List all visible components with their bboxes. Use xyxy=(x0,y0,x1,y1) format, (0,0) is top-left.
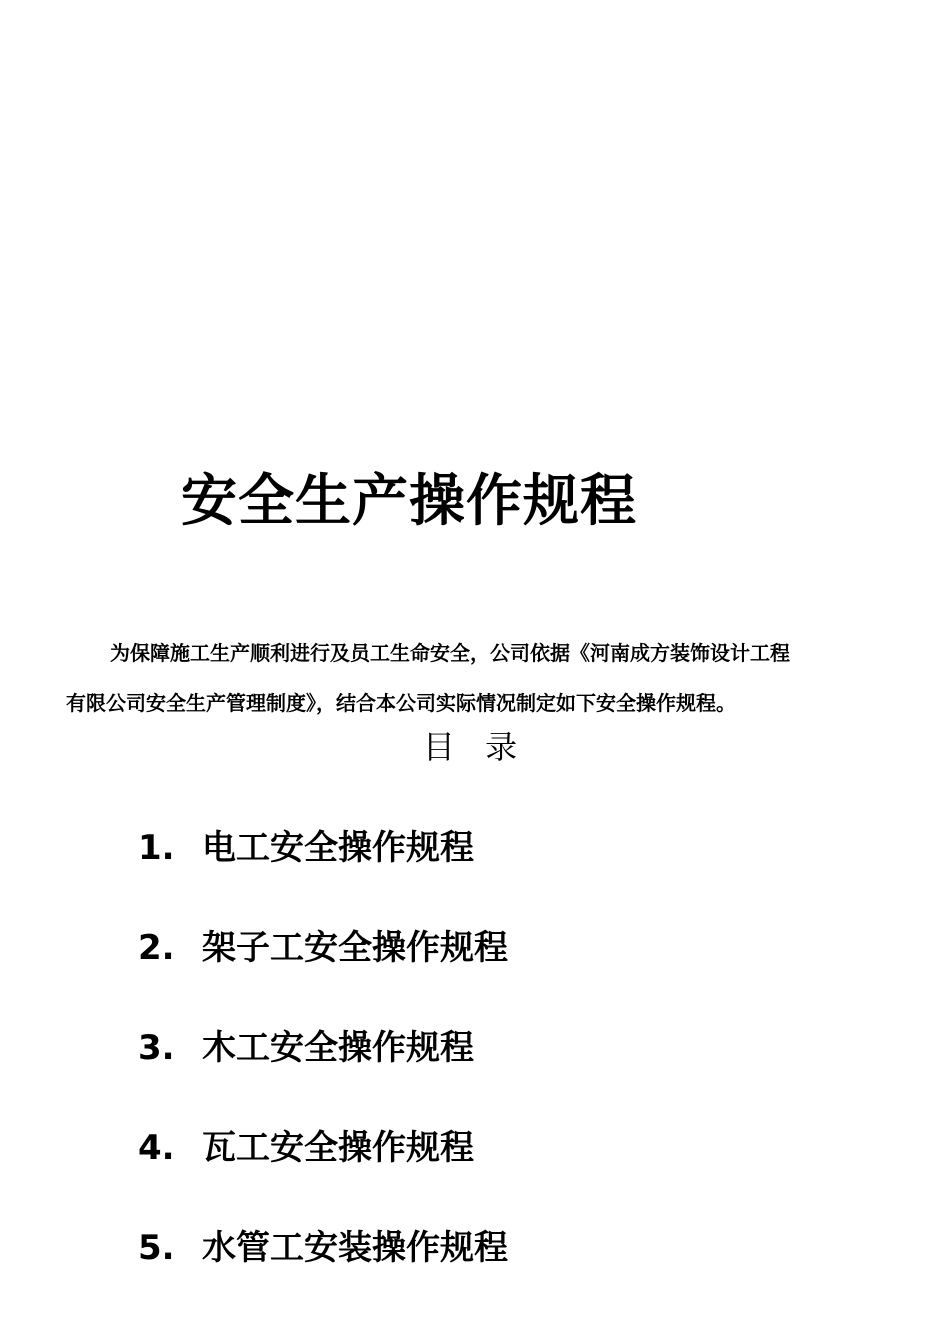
toc-item xyxy=(138,920,508,1020)
intro-paragraph xyxy=(66,628,884,728)
toc-item-number: 1. xyxy=(138,828,175,868)
toc-item-number: 3. xyxy=(138,1028,175,1068)
toc-item-number: 2. xyxy=(138,928,175,968)
toc-item-number: 4. xyxy=(138,1128,175,1168)
toc-item-label: 瓦工安全操作规程 xyxy=(202,1128,474,1168)
toc-item-number: 5. xyxy=(138,1228,175,1268)
toc-item-label: 电工安全操作规程 xyxy=(202,828,474,868)
toc-item-label: 木工安全操作规程 xyxy=(202,1028,474,1068)
document-title: 安全生产操作规程 xyxy=(181,469,637,534)
table-of-contents xyxy=(138,820,508,1320)
toc-item xyxy=(138,820,508,920)
intro-line-2: 有限公司安全生产管理制度》，结合本公司实际情况制定如下安全操作规程。 xyxy=(66,691,736,715)
toc-item xyxy=(138,1020,508,1120)
intro-line-1: 为保障施工生产顺利进行及员工生命安全，公司依据《河南成方装饰设计工程 xyxy=(110,641,790,665)
toc-item xyxy=(138,1220,508,1320)
toc-heading: 目 录 xyxy=(422,728,528,766)
toc-item-label: 水管工安装操作规程 xyxy=(202,1228,508,1268)
toc-item xyxy=(138,1120,508,1220)
toc-item-label: 架子工安全操作规程 xyxy=(202,928,508,968)
